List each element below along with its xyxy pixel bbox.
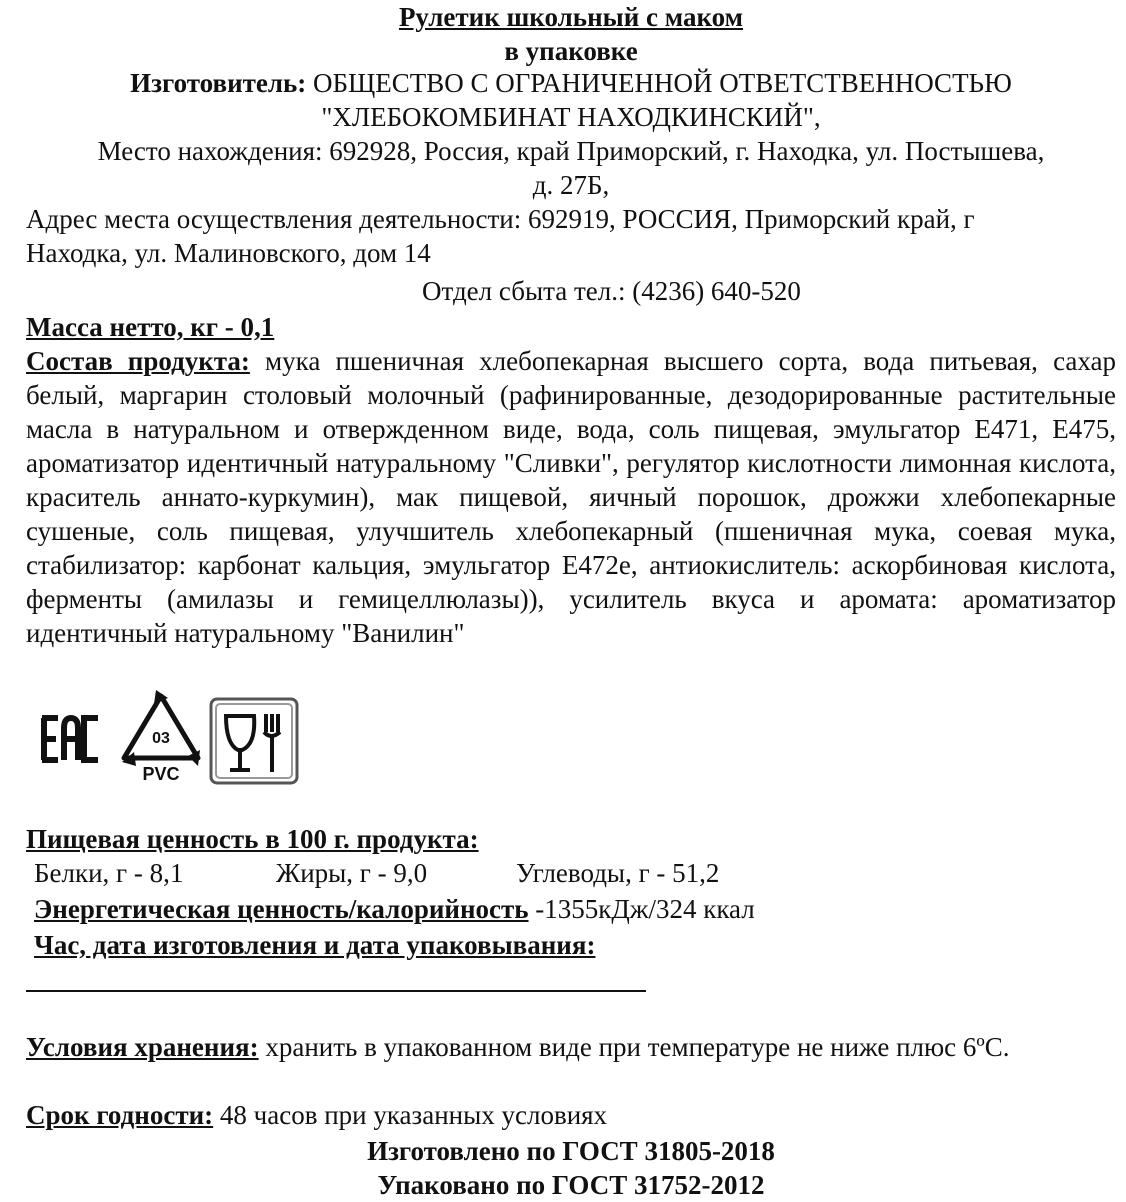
eac-mark-icon — [40, 714, 100, 764]
activity-address: Адрес места осуществления деятельности: 692919, РОССИЯ, Приморский край, г — [26, 204, 975, 234]
net-mass: Масса нетто, кг - 0,1 — [26, 312, 275, 342]
date-label: Час, дата изготовления и дата упаковывания: — [34, 930, 596, 960]
manufacturer-label: Изготовитель: — [130, 68, 307, 98]
composition-label: Состав продукта: — [26, 346, 250, 376]
location-line-2: д. 27Б, — [532, 170, 610, 200]
fats: Жиры, г - 9,0 — [276, 858, 428, 888]
gost-packed: Упаковано по ГОСТ 31752-2012 — [377, 1170, 765, 1200]
energy-line — [34, 892, 755, 926]
sales-phone: Отдел сбыта тел.: (4236) 640-520 — [422, 276, 801, 306]
storage-label: Условия хранения: — [26, 1032, 259, 1062]
manufacturer-name-2: "ХЛЕБОКОМБИНАТ НАХОДКИНСКИЙ", — [321, 102, 821, 132]
manufacturer-line — [26, 66, 1116, 100]
shelf-life-label: Срок годности: — [26, 1100, 214, 1130]
shelf-life-line — [26, 1098, 607, 1132]
composition-text: мука пшеничная хлебопекарная высшего сорта, вода питьевая, сахар белый, маргарин столовый молочный (рафинированные, дезодорированные растительные масла в натуральном и отвержденном виде, вода, соль пищевая, эмульгатор Е471, Е475, ароматизатор идентичный натуральному "Сливки", регулятор кислотности лимонная кислота, краситель аннато-куркумин), мак пищевой, яичный порошок, дрожжи хлебопекарные сушеные, соль пищевая, улучшитель хлебопекарный (пшеничная мука, соевая мука, стабилизатор: карбонат кальция, эмульгатор Е472е, антиокислитель: аскорбиновая кислота, ферменты (амилазы и гемицеллюлазы)), усилитель вкуса и аромата: ароматизатор идентичный натуральному "Ванилин" — [26, 346, 1116, 648]
certification-marks — [40, 688, 320, 788]
nutrition-label: Пищевая ценность в 100 г. продукта: — [26, 824, 479, 854]
svg-text:03: 03 — [152, 730, 170, 747]
food-contact-icon — [208, 696, 300, 786]
recycle-pvc-icon — [116, 688, 206, 786]
energy-label: Энергетическая ценность/калорийность — [34, 894, 529, 924]
date-blank-line — [26, 990, 646, 992]
gost-made: Изготовлено по ГОСТ 31805-2018 — [367, 1136, 775, 1166]
product-title: Рулетик школьный с маком — [398, 2, 744, 32]
activity-address-2: Находка, ул. Малиновского, дом 14 — [26, 238, 431, 268]
location-line: Место нахождения: 692928, Россия, край Приморский, г. Находка, ул. Постышева, — [97, 136, 1045, 166]
storage-line — [26, 1030, 1010, 1064]
energy-value: -1355кДж/324 ккал — [528, 894, 755, 924]
shelf-life-text: 48 часов при указанных условиях — [213, 1100, 608, 1130]
svg-text:PVC: PVC — [142, 764, 180, 784]
manufacturer-name: ОБЩЕСТВО С ОГРАНИЧЕННОЙ ОТВЕТСТВЕННОСТЬЮ — [306, 68, 1012, 98]
proteins: Белки, г - 8,1 — [34, 858, 184, 888]
composition — [26, 344, 1116, 650]
storage-text: хранить в упакованном виде при температуре не ниже плюс 6ºС. — [258, 1032, 1010, 1062]
product-subtitle: в упаковке — [504, 36, 638, 66]
carbs: Углеводы, г - 51,2 — [516, 858, 720, 888]
